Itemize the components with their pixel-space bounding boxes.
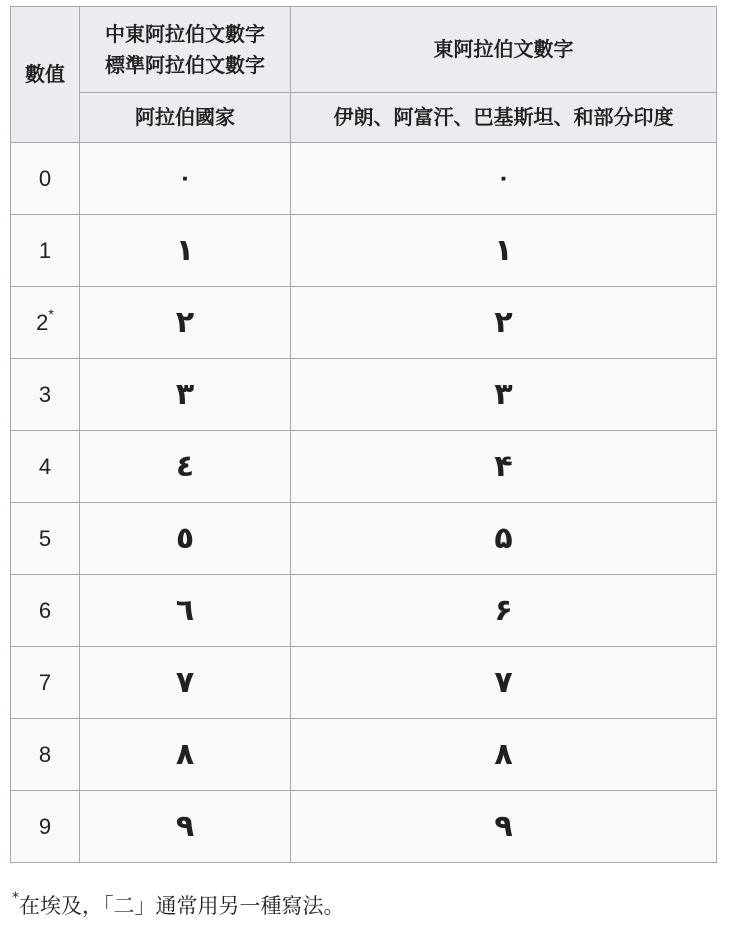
table-row (11, 143, 717, 215)
value-cell (11, 503, 80, 575)
middle-east-digit: ٣ (80, 359, 291, 431)
eastern-digit: ۸ (291, 719, 717, 791)
value-cell (11, 647, 80, 719)
eastern-region-header: 伊朗、阿富汗、巴基斯坦、和部分印度 (291, 93, 717, 143)
middle-east-digit: ٧ (80, 647, 291, 719)
middle-east-header-line-1: 中東阿拉伯文數字 (105, 21, 265, 46)
table-row (11, 719, 717, 791)
value-cell (11, 791, 80, 863)
value-marker: * (48, 305, 54, 322)
value-cell (11, 287, 80, 359)
value-text: 3 (38, 381, 52, 407)
value-text: 1 (38, 237, 52, 263)
value-text: 6 (38, 597, 52, 623)
middle-east-column-header (80, 7, 291, 93)
eastern-digit: ۵ (291, 503, 717, 575)
table-row (11, 215, 717, 287)
table-row (11, 791, 717, 863)
value-cell (11, 359, 80, 431)
value-text: 9 (38, 813, 52, 839)
table-row (11, 359, 717, 431)
middle-east-digit: ٢ (80, 287, 291, 359)
eastern-digit: ۳ (291, 359, 717, 431)
table-row (11, 503, 717, 575)
middle-east-digit: ٦ (80, 575, 291, 647)
eastern-digit: ۱ (291, 215, 717, 287)
middle-east-digit: ٩ (80, 791, 291, 863)
table-row (11, 431, 717, 503)
value-cell (11, 215, 80, 287)
value-text: 2 (36, 309, 49, 335)
eastern-digit: ۹ (291, 791, 717, 863)
numerals-table (10, 6, 717, 863)
middle-east-digit: ٥ (80, 503, 291, 575)
middle-east-header-line-2: 標準阿拉伯文數字 (105, 52, 265, 77)
table-row (11, 575, 717, 647)
footnote (12, 890, 345, 920)
eastern-digit: ۰ (291, 143, 717, 215)
value-cell (11, 575, 80, 647)
eastern-digit: ۴ (291, 431, 717, 503)
value-cell (11, 719, 80, 791)
footnote-marker: * (12, 890, 19, 906)
value-cell (11, 143, 80, 215)
value-cell (11, 431, 80, 503)
eastern-digit: ۷ (291, 647, 717, 719)
middle-east-region-header: 阿拉伯國家 (80, 93, 291, 143)
value-text: 8 (38, 741, 52, 767)
value-text: 4 (38, 453, 52, 479)
value-column-header: 數值 (11, 7, 80, 143)
value-text: 7 (38, 669, 52, 695)
header-row (11, 7, 717, 93)
middle-east-digit: ٨ (80, 719, 291, 791)
region-header-row (11, 93, 717, 143)
middle-east-digit: ٠ (80, 143, 291, 215)
table-row (11, 647, 717, 719)
eastern-column-header: 東阿拉伯文數字 (291, 7, 717, 93)
value-text: 5 (38, 525, 52, 551)
footnote-text: 在埃及，「二」通常用另一種寫法。 (19, 894, 345, 918)
middle-east-digit: ٤ (80, 431, 291, 503)
value-text: 0 (38, 165, 52, 191)
eastern-digit: ۶ (291, 575, 717, 647)
table-row (11, 287, 717, 359)
middle-east-digit: ١ (80, 215, 291, 287)
eastern-digit: ۲ (291, 287, 717, 359)
